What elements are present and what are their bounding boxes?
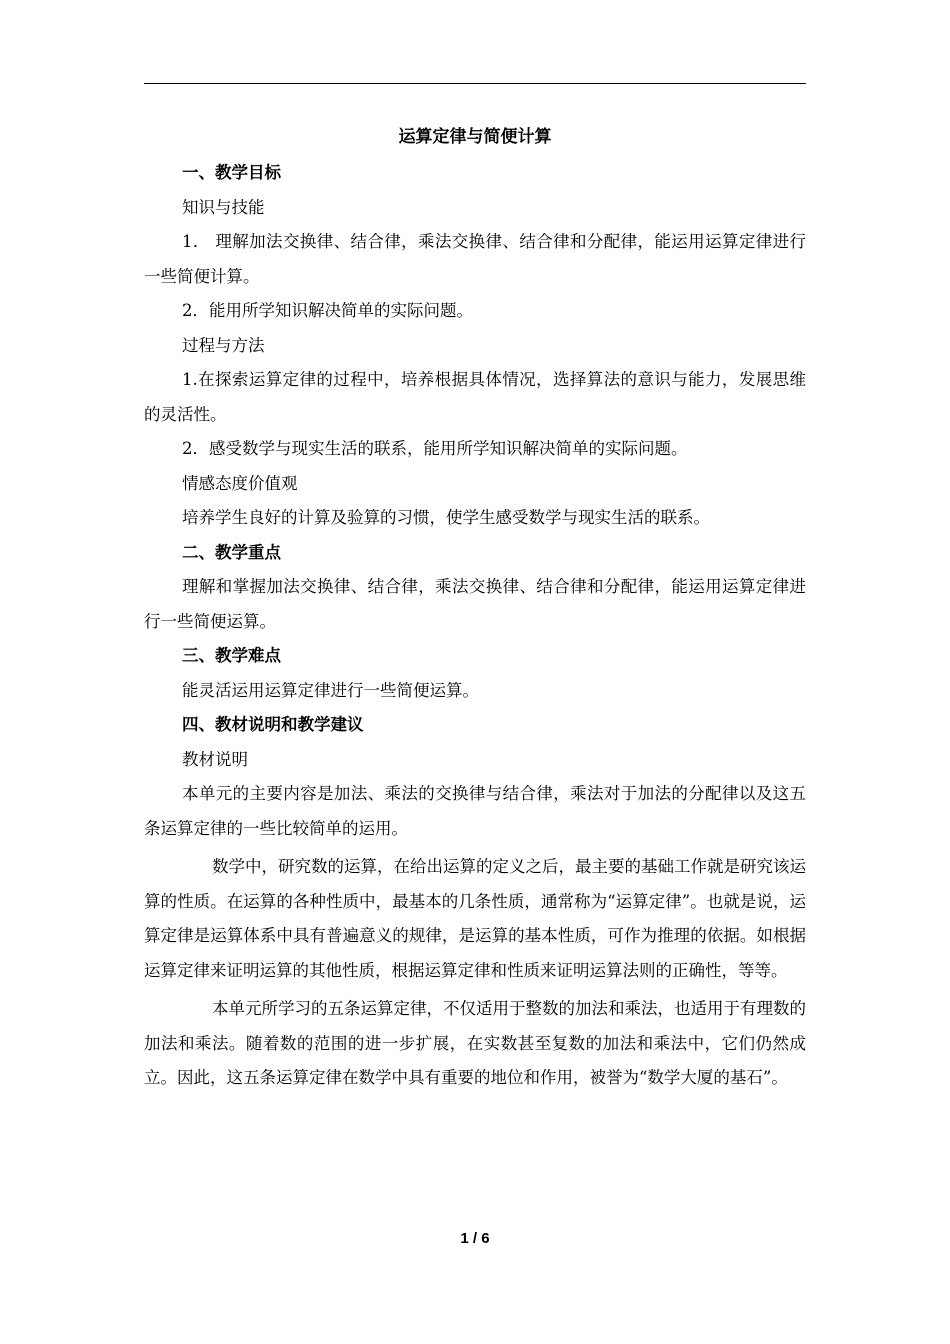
section-heading: 三、教学难点 xyxy=(182,646,281,665)
paragraph: 2．感受数学与现实生活的联系，能用所学知识解决简单的实际问题。 xyxy=(182,439,688,458)
header-rule xyxy=(144,83,806,84)
page-number: 1 / 6 xyxy=(460,1230,490,1247)
document-body xyxy=(144,120,806,1096)
paragraph: 知识与技能 xyxy=(182,197,265,217)
paragraph: 过程与方法 xyxy=(182,335,265,355)
document-title: 运算定律与简便计算 xyxy=(398,127,552,147)
paragraph: 本单元的主要内容是加法、乘法的交换律与结合律，乘法对于加法的分配律以及这五条运算定律的一些比较简单的运用。 xyxy=(144,784,806,838)
paragraph-list xyxy=(144,156,806,1096)
paragraph: 2．能用所学知识解决简单的实际问题。 xyxy=(182,301,473,320)
paragraph: 本单元所学习的五条运算定律，不仅适用于整数的加法和乘法，也适用于有理数的加法和乘法。随着数的范围的进一步扩展，在实数甚至复数的加法和乘法中，它们仍然成立。因此，这五条运算定律在数学中具有重要的地位和作用，被誉为“数学大厦的基石”。 xyxy=(144,999,806,1087)
paragraph: 1． 理解加法交换律、结合律，乘法交换律、结合律和分配律，能运用运算定律进行一些简便计算。 xyxy=(144,232,806,286)
paragraph: 理解和掌握加法交换律、结合律，乘法交换律、结合律和分配律，能运用运算定律进行一些简便运算。 xyxy=(144,577,806,631)
paragraph: 教材说明 xyxy=(182,749,248,769)
section-heading: 四、教材说明和教学建议 xyxy=(182,715,364,734)
paragraph: 能灵活运用运算定律进行一些简便运算。 xyxy=(182,680,479,700)
paragraph: 培养学生良好的计算及验算的习惯，使学生感受数学与现实生活的联系。 xyxy=(182,508,710,527)
section-heading: 二、教学重点 xyxy=(182,542,281,562)
paragraph: 数学中，研究数的运算，在给出运算的定义之后，最主要的基础工作就是研究该运算的性质。在运算的各种性质中，最基本的几条性质，通常称为“运算定律”。也就是说，运算定律是运算体系中具有普遍意义的规律，是运算的基本性质，可作为推理的依据。如根据运算定律来证明运算的其他性质，根据运算定律和性质来证明运算法则的正确性，等等。 xyxy=(144,857,806,980)
paragraph: 1.在探索运算定律的过程中，培养根据具体情况，选择算法的意识与能力，发展思维的灵活性。 xyxy=(144,370,806,424)
paragraph: 情感态度价值观 xyxy=(182,473,298,493)
section-heading: 一、教学目标 xyxy=(182,163,281,182)
